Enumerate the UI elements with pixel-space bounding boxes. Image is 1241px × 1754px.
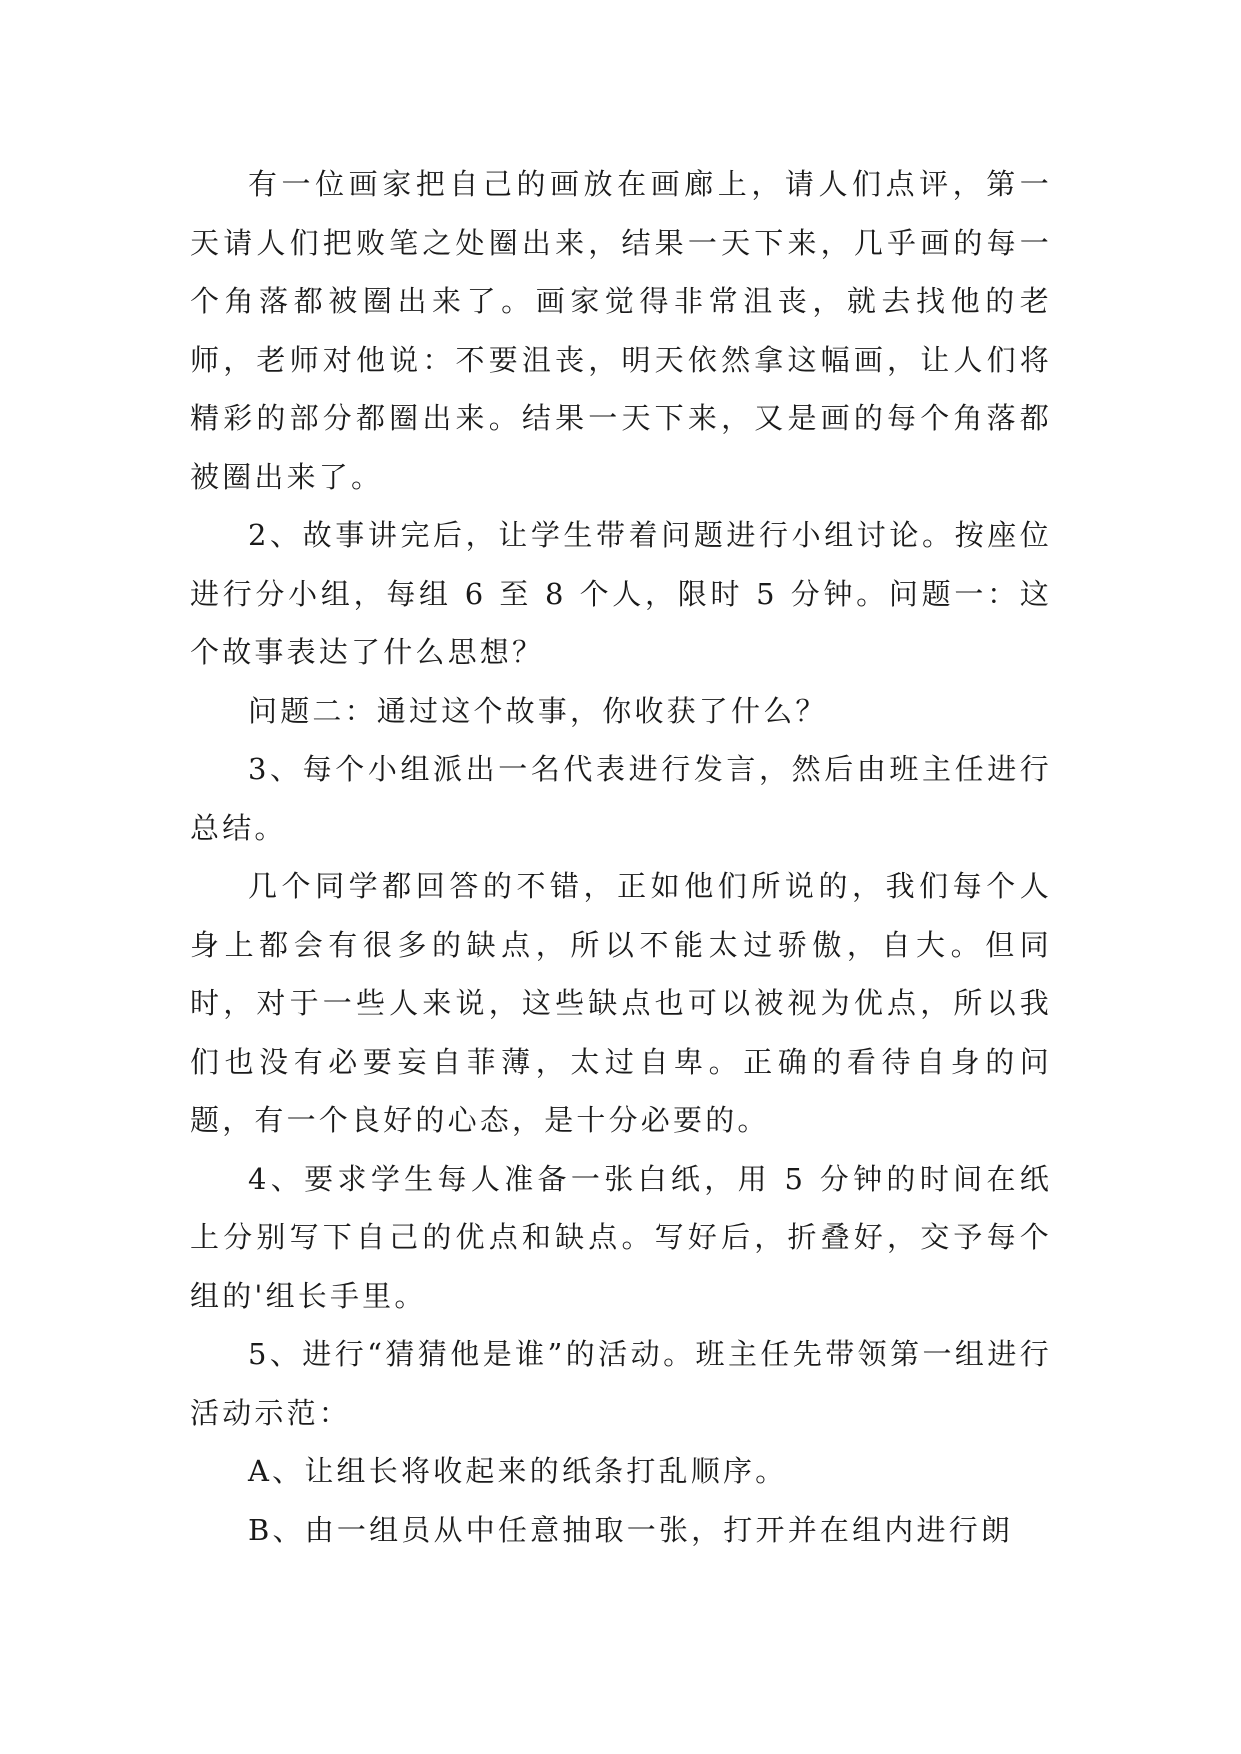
paragraph-step-2: 2、故事讲完后，让学生带着问题进行小组讨论。按座位进行分小组，每组 6 至 8 个人，限时 5 分钟。问题一：这个故事表达了什么思想？ — [190, 518, 1052, 669]
paragraph-step-3: 3、每个小组派出一名代表进行发言，然后由班主任进行总结。 — [190, 752, 1052, 845]
paragraph-step-b: B、由一组员从中任意抽取一张，打开并在组内进行朗 — [248, 1512, 1014, 1547]
paragraph-summary: 几个同学都回答的不错，正如他们所说的，我们每个人身上都会有很多的缺点，所以不能太过骄傲，自大。但同时，对于一些人来说，这些缺点也可以被视为优点，所以我们也没有必要妄自菲薄，太过自卑。正确的看待自身的问题，有一个良好的心态，是十分必要的。 — [190, 869, 1052, 1137]
paragraph-step-4: 4、要求学生每人准备一张白纸，用 5 分钟的时间在纸上分别写下自己的优点和缺点。写好后，折叠好，交予每个组的'组长手里。 — [190, 1161, 1052, 1313]
paragraph-step-a: A、让组长将收起来的纸条打乱顺序。 — [248, 1454, 788, 1488]
document-body — [190, 155, 1052, 1559]
paragraph-question-2: 问题二：通过这个故事，你收获了什么？ — [248, 693, 828, 728]
paragraph-painter-story: 有一位画家把自己的画放在画廊上，请人们点评，第一天请人们把败笔之处圈出来，结果一天下来，几乎画的每一个角落都被圈出来了。画家觉得非常沮丧，就去找他的老师，老师对他说：不要沮丧，明天依然拿这幅画，让人们将精彩的部分都圈出来。结果一天下来，又是画的每个角落都被圈出来了。 — [190, 167, 1052, 494]
paragraph-step-5: 5、进行“猜猜他是谁”的活动。班主任先带领第一组进行活动示范： — [190, 1337, 1052, 1430]
